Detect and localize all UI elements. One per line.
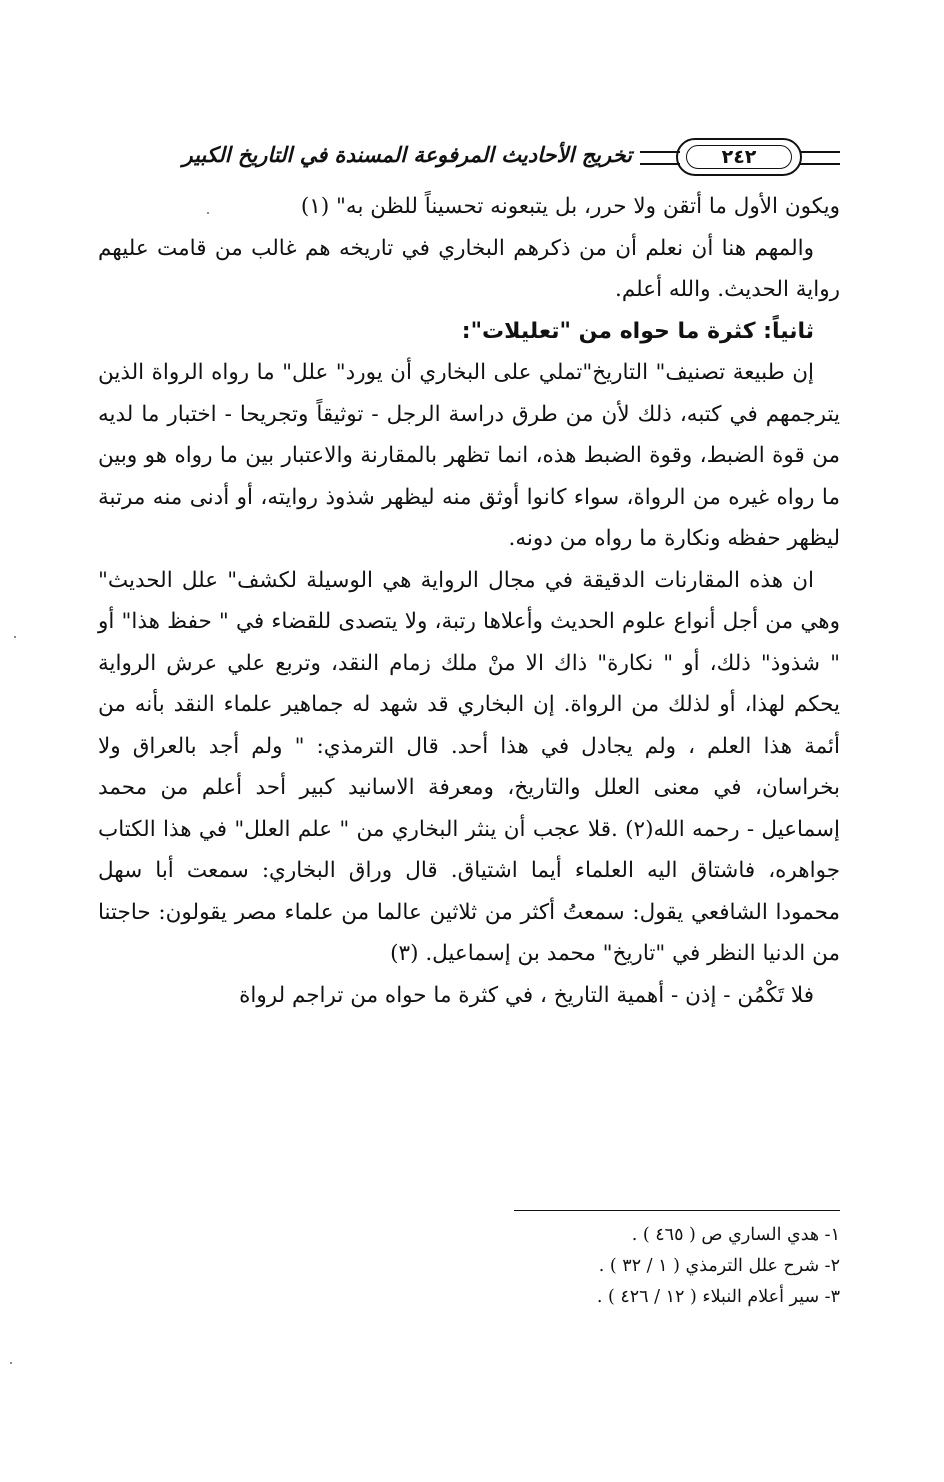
page-number-frame (676, 138, 802, 176)
footnote-separator (514, 1210, 840, 1211)
running-header (98, 138, 840, 178)
scan-speck (10, 1362, 12, 1364)
footnote-item: ٣- سير أعلام النبلاء ( ١٢ / ٤٢٦ ) . (596, 1287, 840, 1307)
footnote-item: ١- هدي الساري ص ( ٤٦٥ ) . (631, 1225, 840, 1245)
section-heading: ثانياً: كثرة ما حواه من "تعليلات": (461, 318, 814, 344)
header-double-rule (640, 151, 680, 165)
paragraph: ان هذه المقارنات الدقيقة في مجال الرواية هي الوسيلة لكشف" علل الحديث" وهي من أجل أنواع علوم الحديث وأعلاها رتبة، ولا يتصدى للقضاء في " حفظ هذا" أو " شذوذ" ذلك، أو " نكارة" ذاك الا منْ ملك زمام النقد، وتربع علي عرش الرواية يحكم لهذا، أو لذلك من الرواة. إن البخاري قد شهد له جماهير علماء النقد بأنه من أئمة هذا العلم ، ولم يجادل في هذا أحد. قال الترمذي: " ولم أجد بالعراق ولا بخراسان، في معنى العلل والتاريخ، ومعرفة الاسانيد كبير أحد أعلم من محمد إسماعيل - رحمه الله(٢) .قلا عجب أن ينثر البخاري من " علم العلل" في هذا الكتاب جواهره، فاشتاق اليه العلماء أيما اشتياق. قال وراق البخاري: سمعت أبا سهل محمودا الشافعي يقول: سمعتُ أكثر من ثلاثين عالما من علماء مصر يقولون: حاجتنا من الدنيا النظر في "تاريخ" محمد بن إسماعيل. (٣) (98, 567, 841, 966)
footnote-item: ٢- شرح علل الترمذي ( ١ / ٣٢ ) . (598, 1256, 840, 1276)
paragraph-continuation: ويكون الأول ما أتقن ولا حرر، بل يتبعونه تحسيناً للظن به" (١) (300, 194, 840, 219)
scan-speck (14, 636, 16, 638)
paragraph: إن طبيعة تصنيف" التاريخ"تملي على البخاري أن يورد" علل" ما رواه الرواة الذين يترجمهم في كتبه، ذلك لأن من طرق دراسة الرجل - توثيقاً وتجريحا - اختبار ما لديه من قوة الضبط، وقوة الضبط هذه، انما تظهر بالمقارنة والاعتبار بين ما رواه هو وبين ما رواه غيره من الرواة، سواء كانوا أوثق منه ليظهر شذوذ روايته، أو أدنى منه مرتبة ليظهر حفظه ونكارة ما رواه من دونه. (98, 360, 840, 551)
book-title: تخريج الأحاديث المرفوعة المسندة في التاريخ الكبير (182, 143, 632, 167)
paragraph: والمهم هنا أن نعلم أن من ذكرهم البخاري في تاريخه هم غالب من قامت عليهم رواية الحديث. والله أعلم. (98, 235, 840, 302)
footnotes (340, 1220, 840, 1313)
page-body (98, 186, 840, 1016)
paragraph: فلا تَكْمُن - إذن - أهمية التاريخ ، في كثرة ما حواه من تراجم لرواة (239, 982, 814, 1008)
header-double-rule (800, 151, 840, 165)
scan-speck (207, 212, 209, 214)
page-number: ٢٤٢ (686, 145, 792, 169)
